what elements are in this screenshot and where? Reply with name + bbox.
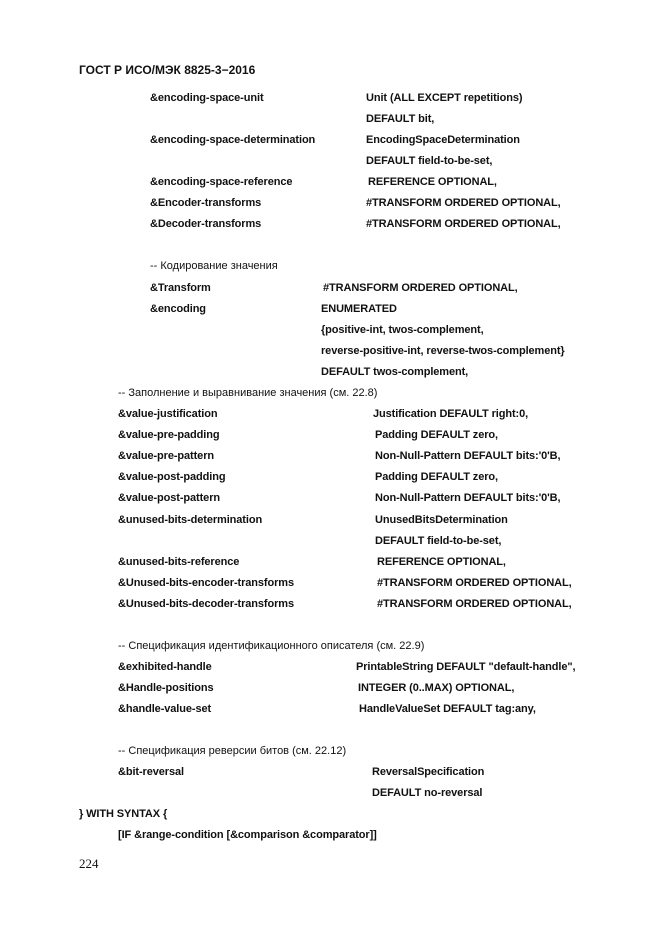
field-name: &unused-bits-reference [118,556,240,568]
document-header: ГОСТ Р ИСО/МЭК 8825-3−2016 [79,63,256,77]
field-name: &value-pre-pattern [118,450,214,462]
field-value: ReversalSpecification [372,766,485,778]
section-comment: -- Спецификация идентификационного описателя (см. 22.9) [118,640,425,652]
field-name: &Handle-positions [118,682,214,694]
field-name: &exhibited-handle [118,661,212,673]
field-name: &Encoder-transforms [150,197,262,209]
field-value: HandleValueSet DEFAULT tag:any, [359,703,536,715]
syntax-line: } WITH SYNTAX { [79,808,168,820]
field-value: DEFAULT twos-complement, [321,366,469,378]
field-value: Unit (ALL EXCEPT repetitions) [366,92,523,104]
field-name: &encoding-space-determination [150,134,316,146]
field-name: &encoding-space-reference [150,176,293,188]
field-value: Non-Null-Pattern DEFAULT bits:'0'B, [375,450,561,462]
field-value: REFERENCE OPTIONAL, [368,176,497,188]
field-name: &encoding [150,303,206,315]
field-name: &Transform [150,282,211,294]
field-value: Padding DEFAULT zero, [375,429,498,441]
field-value: #TRANSFORM ORDERED OPTIONAL, [377,598,572,610]
field-value: DEFAULT field-to-be-set, [366,155,493,167]
field-value: Padding DEFAULT zero, [375,471,498,483]
field-name: &value-justification [118,408,218,420]
field-value: Non-Null-Pattern DEFAULT bits:'0'B, [375,492,561,504]
field-value: ENUMERATED [321,303,397,315]
field-value: PrintableString DEFAULT "default-handle", [356,661,576,673]
section-comment: -- Спецификация реверсии битов (см. 22.12) [118,745,347,757]
field-value: EncodingSpaceDetermination [366,134,520,146]
field-name: &Decoder-transforms [150,218,262,230]
field-value: {positive-int, twos-complement, [321,324,484,336]
syntax-line: [IF &range-condition [&comparison &comparator]] [118,829,377,841]
field-name: &unused-bits-determination [118,514,263,526]
section-comment: -- Заполнение и выравнивание значения (см. 22.8) [118,387,378,399]
field-value: #TRANSFORM ORDERED OPTIONAL, [377,577,572,589]
field-value: DEFAULT bit, [366,113,435,125]
field-name: &bit-reversal [118,766,184,778]
field-value: Justification DEFAULT right:0, [373,408,529,420]
page-number: 224 [79,856,99,871]
field-name: &Unused-bits-encoder-transforms [118,577,294,589]
field-value: reverse-positive-int, reverse-twos-complement} [321,345,565,357]
field-name: &value-post-pattern [118,492,220,504]
field-value: DEFAULT no-reversal [372,787,483,799]
field-name: &value-pre-padding [118,429,220,441]
field-value: INTEGER (0..MAX) OPTIONAL, [358,682,515,694]
field-value: REFERENCE OPTIONAL, [377,556,506,568]
field-name: &handle-value-set [118,703,212,715]
field-name: &encoding-space-unit [150,92,264,104]
field-value: #TRANSFORM ORDERED OPTIONAL, [366,218,561,230]
field-name: &value-post-padding [118,471,226,483]
field-value: UnusedBitsDetermination [375,514,508,526]
section-comment: -- Кодирование значения [150,260,278,272]
field-value: #TRANSFORM ORDERED OPTIONAL, [323,282,518,294]
field-name: &Unused-bits-decoder-transforms [118,598,294,610]
field-value: #TRANSFORM ORDERED OPTIONAL, [366,197,561,209]
field-value: DEFAULT field-to-be-set, [375,535,502,547]
